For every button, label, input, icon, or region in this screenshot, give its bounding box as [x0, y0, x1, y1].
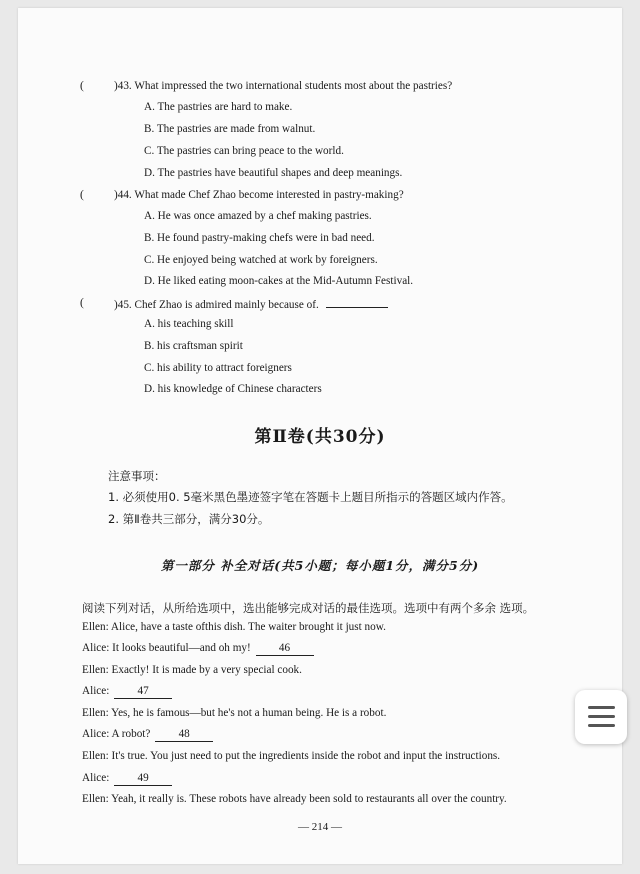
hamburger-menu-icon	[588, 706, 615, 709]
line-text: A robot?	[111, 728, 151, 740]
question-stem: What made Chef Zhao become interested in pastry-making?	[134, 189, 404, 201]
option-43-d: D. The pastries have beautiful shapes and deep meanings.	[144, 167, 403, 179]
blank-49: 49	[114, 772, 172, 786]
section-title: 第Ⅱ卷(共30分)	[254, 427, 386, 447]
exam-page	[18, 8, 622, 864]
speaker: Alice:	[82, 728, 110, 740]
option-43-a: A. The pastries are hard to make.	[144, 101, 293, 113]
dialogue-line	[82, 793, 507, 805]
dialogue-line	[82, 621, 386, 633]
option-45-a: A. his teaching skill	[144, 318, 234, 330]
dialogue-line	[82, 772, 172, 786]
blank-46: 46	[256, 642, 314, 656]
speaker: Ellen:	[82, 664, 109, 676]
line-text: Yes, he is famous—but he's not a human being. He is a robot.	[111, 707, 387, 719]
question-44	[114, 189, 404, 201]
line-text: Alice, have a taste ofthis dish. The waiter brought it just now.	[110, 621, 386, 633]
answer-blank	[326, 297, 388, 308]
speaker: Alice:	[82, 772, 110, 784]
option-45-d: D. his knowledge of Chinese characters	[144, 383, 322, 395]
speaker: Ellen:	[82, 793, 109, 805]
line-text: It's true. You just need to put the ingredients inside the robot and input the instructions.	[111, 750, 501, 762]
menu-button[interactable]	[575, 690, 627, 744]
dialogue-line	[82, 642, 314, 656]
option-44-a: A. He was once amazed by a chef making pastries.	[144, 210, 372, 222]
note-item-2: 2. 第Ⅱ卷共三部分，满分30分。	[108, 512, 270, 526]
instruction-text: 阅读下列对话，从所给选项中，选出能够完成对话的最佳选项。选项中有两个多余 选项。	[82, 601, 535, 615]
question-number: )43.	[114, 80, 132, 92]
blank-48: 48	[155, 728, 213, 742]
line-text: Yeah, it really is. These robots have already been sold to restaurants all over the country.	[111, 793, 507, 805]
option-45-b: B. his craftsman spirit	[144, 340, 243, 352]
note-item-1: 1. 必须使用0. 5毫米黑色墨迹签字笔在答题卡上题目所指示的答题区域内作答。	[108, 490, 513, 504]
question-number: )45.	[114, 299, 132, 311]
question-stem: Chef Zhao is admired mainly because of.	[134, 299, 319, 311]
dialogue-line	[82, 685, 172, 699]
option-43-c: C. The pastries can bring peace to the world.	[144, 145, 344, 157]
option-44-b: B. He found pastry-making chefs were in bad need.	[144, 232, 375, 244]
answer-paren: (	[80, 189, 84, 201]
page-number: — 214 —	[298, 821, 342, 833]
question-number: )44.	[114, 189, 132, 201]
dialogue-line	[82, 664, 302, 676]
speaker: Ellen:	[82, 707, 109, 719]
option-45-c: C. his ability to attract foreigners	[144, 362, 292, 374]
speaker: Ellen:	[82, 621, 109, 633]
notes-heading: 注意事项：	[108, 469, 166, 483]
part-title: 第一部分 补全对话(共5小题；每小题1分，满分5分)	[160, 558, 480, 573]
line-text: It looks beautiful—and oh my!	[112, 642, 251, 654]
answer-paren: (	[80, 297, 84, 309]
question-stem: What impressed the two international students most about the pastries?	[134, 80, 453, 92]
option-44-c: C. He enjoyed being watched at work by foreigners.	[144, 254, 378, 266]
question-45	[114, 297, 388, 311]
option-44-d: D. He liked eating moon-cakes at the Mid-Autumn Festival.	[144, 275, 414, 287]
dialogue-line	[82, 750, 500, 762]
hamburger-menu-icon	[588, 715, 615, 718]
blank-47: 47	[114, 685, 172, 699]
speaker: Ellen:	[82, 750, 109, 762]
dialogue-line	[82, 728, 213, 742]
speaker: Alice:	[82, 642, 110, 654]
option-43-b: B. The pastries are made from walnut.	[144, 123, 316, 135]
question-43	[114, 80, 452, 92]
answer-paren: (	[80, 80, 84, 92]
hamburger-menu-icon	[588, 724, 615, 727]
dialogue-line	[82, 707, 386, 719]
line-text: Exactly! It is made by a very special cook.	[111, 664, 302, 676]
speaker: Alice:	[82, 685, 110, 697]
